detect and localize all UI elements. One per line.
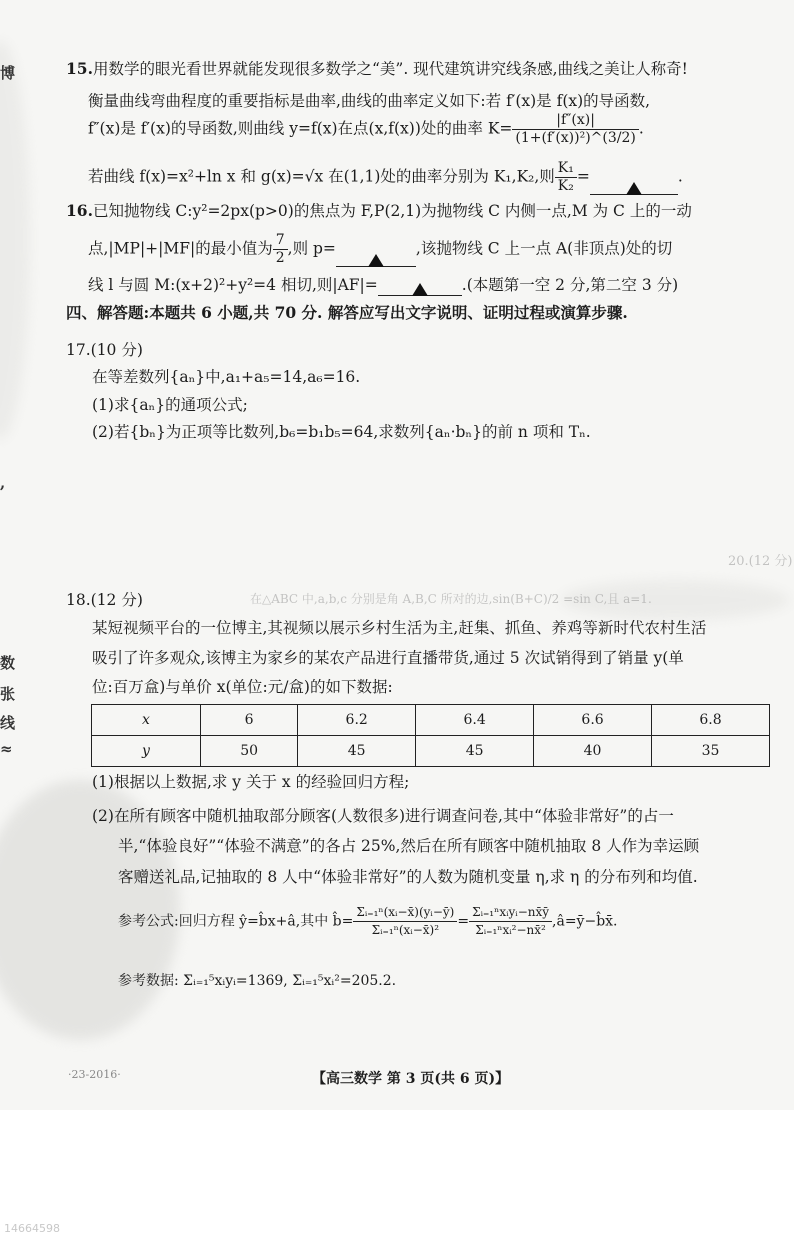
table-row bbox=[92, 736, 770, 767]
q15-line4-text: 若曲线 f(x)=x²+ln x 和 g(x)=√x 在(1,1)处的曲率分别为 K₁,K₂,则 bbox=[88, 167, 555, 186]
formula-equals: = bbox=[457, 913, 470, 930]
q18-part2-line2: 半,“体验良好”“体验不满意”的各占 25%,然后在所有顾客中随机抽取 8 人作为幸运顾 bbox=[118, 837, 700, 855]
q18-part2-line3: 客赠送礼品,记抽取的 8 人中“体验非常好”的人数为随机变量 η,求 η 的分布列和均值. bbox=[118, 868, 698, 886]
q18-part1: (1)根据以上数据,求 y 关于 x 的经验回归方程; bbox=[92, 773, 410, 791]
table-cell: 6.8 bbox=[652, 705, 770, 736]
section-heading: 四、解答题:本题共 6 小题,共 70 分. 解答应写出文字说明、证明过程或演算步骤. bbox=[66, 303, 628, 322]
intercept-formula: ,â=ȳ−b̂x̄. bbox=[552, 913, 618, 930]
reference-formula bbox=[118, 904, 618, 974]
q18-heading: 18.(12 分) bbox=[66, 591, 143, 609]
table-cell: 6.6 bbox=[534, 705, 652, 736]
q17-line1: 在等差数列{aₙ}中,a₁+a₅=14,a₆=16. bbox=[92, 368, 361, 386]
slope-fraction-1 bbox=[353, 904, 457, 939]
curvature-fraction bbox=[512, 112, 638, 147]
triangle-icon bbox=[626, 182, 642, 195]
table-cell: 45 bbox=[298, 736, 416, 767]
page-footer: 【高三数学 第 3 页(共 6 页)】 bbox=[312, 1071, 510, 1087]
q16-text: 已知抛物线 C:y²=2px(p>0)的焦点为 F,P(2,1)为抛物线 C 内侧一点,M 为 C 上的一动 bbox=[92, 202, 692, 220]
q16-score-note: .(本题第一空 2 分,第二空 3 分) bbox=[461, 276, 679, 294]
formula-text: 参考公式:回归方程 ŷ=b̂x+â,其中 b̂= bbox=[118, 913, 354, 930]
table-cell: 6 bbox=[201, 705, 298, 736]
min-value-fraction bbox=[273, 232, 288, 267]
q16-line3-text: 线 l 与圆 M:(x+2)²+y²=4 相切,则|AF|= bbox=[88, 276, 378, 294]
edge-char: , bbox=[0, 474, 6, 492]
curvature-numerator: |f″(x)| bbox=[512, 112, 638, 130]
q17-part1: (1)求{aₙ}的通项公式; bbox=[92, 396, 248, 414]
q18-line3: 位:百万盒)与单价 x(单位:元/盒)的如下数据: bbox=[92, 678, 393, 696]
table-cell: 50 bbox=[201, 736, 298, 767]
q17-part2: (2)若{bₙ}为正项等比数列,b₆=b₁b₅=64,求数列{aₙ·bₙ}的前 n 项和 Tₙ. bbox=[92, 423, 591, 441]
curvature-denominator: (1+(f′(x))²)^(3/2) bbox=[515, 130, 636, 146]
edge-char: 线 bbox=[0, 714, 16, 732]
q16-af-answer-blank[interactable] bbox=[378, 277, 462, 296]
slope-numerator-1: Σᵢ₌₁ⁿ(xᵢ−x̄)(yᵢ−ȳ) bbox=[353, 904, 457, 922]
q18-line2: 吸引了许多观众,该博主为家乡的某农产品进行直播带货,通过 5 次试销得到了销量 y(单 bbox=[92, 649, 684, 667]
q16-line3 bbox=[88, 274, 678, 296]
q16-line1 bbox=[66, 200, 692, 222]
bleed-through-text: 20.(12 分) bbox=[728, 554, 793, 569]
table-header-x: x bbox=[92, 705, 201, 736]
ratio-denominator: K₂ bbox=[557, 178, 574, 194]
q16-line2-tail: ,该抛物线 C 上一点 A(非顶点)处的切 bbox=[415, 239, 673, 258]
q15-line2: 衡量曲线弯曲程度的重要指标是曲率,曲线的曲率定义如下:若 f′(x)是 f(x)的导函数, bbox=[88, 92, 651, 110]
table-cell: 40 bbox=[534, 736, 652, 767]
slope-numerator-2: Σᵢ₌₁ⁿxᵢyᵢ−nx̄ȳ bbox=[469, 904, 552, 922]
q15-number: 15. bbox=[66, 59, 93, 78]
table-cell: 6.4 bbox=[416, 705, 534, 736]
page-code: ·23-2016· bbox=[68, 1068, 121, 1081]
reference-data: 参考数据: Σᵢ₌₁⁵xᵢyᵢ=1369, Σᵢ₌₁⁵xᵢ²=205.2. bbox=[118, 973, 397, 989]
min-value-denominator: 2 bbox=[275, 250, 285, 266]
q15-curvature-text: f″(x)是 f′(x)的导函数,则曲线 y=f(x)在点(x,f(x))处的曲率 K= bbox=[88, 119, 513, 138]
q16-p-label: ,则 p= bbox=[287, 239, 336, 258]
watermark-id: 14664598 bbox=[4, 1222, 60, 1235]
table-row bbox=[92, 705, 770, 736]
triangle-icon bbox=[412, 283, 428, 296]
table-cell: 45 bbox=[416, 736, 534, 767]
table-cell: 35 bbox=[652, 736, 770, 767]
bleed-through-text: 在△ABC 中,a,b,c 分别是角 A,B,C 所对的边,sin(B+C)/2 =sin C,且 a=1. bbox=[250, 592, 652, 606]
q15-line4 bbox=[88, 160, 683, 196]
edge-char: 张 bbox=[0, 685, 16, 703]
q15-line3-end: . bbox=[638, 119, 644, 138]
edge-char: 博 bbox=[0, 64, 16, 82]
q18-part2-line1: (2)在所有顾客中随机抽取部分顾客(人数很多)进行调查问卷,其中“体验非常好”的占一 bbox=[92, 807, 674, 825]
q18-line1: 某短视频平台的一位博主,其视频以展示乡村生活为主,赶集、抓鱼、养鸡等新时代农村生活 bbox=[92, 619, 707, 637]
edge-char: ≈ bbox=[0, 740, 13, 758]
min-value-numerator: 7 bbox=[273, 232, 288, 250]
q15-line1 bbox=[66, 58, 688, 80]
slope-denominator-2: Σᵢ₌₁ⁿxᵢ²−nx̄² bbox=[475, 923, 546, 937]
ratio-fraction bbox=[555, 160, 577, 195]
q15-text: 用数学的眼光看世界就能发现很多数学之“美”. 现代建筑讲究线条感,曲线之美让人称奇! bbox=[92, 60, 688, 78]
q15-answer-blank[interactable] bbox=[590, 176, 678, 195]
q16-number: 16. bbox=[66, 201, 93, 220]
table-cell: 6.2 bbox=[298, 705, 416, 736]
slope-fraction-2 bbox=[469, 904, 552, 939]
table-header-y: y bbox=[92, 736, 201, 767]
ratio-numerator: K₁ bbox=[555, 160, 577, 178]
q15-line4-end: . bbox=[677, 167, 683, 186]
q15-line3 bbox=[88, 112, 644, 152]
triangle-icon bbox=[368, 254, 384, 267]
q15-equals: = bbox=[576, 167, 590, 186]
q17-heading: 17.(10 分) bbox=[66, 341, 143, 359]
q16-line2 bbox=[88, 232, 672, 268]
slope-denominator-1: Σᵢ₌₁ⁿ(xᵢ−x̄)² bbox=[371, 923, 440, 937]
scan-smudge bbox=[0, 40, 30, 440]
edge-char: 数 bbox=[0, 654, 16, 672]
q16-p-answer-blank[interactable] bbox=[336, 248, 416, 267]
data-table bbox=[91, 704, 770, 767]
q16-line2-text: 点,|MP|+|MF|的最小值为 bbox=[88, 239, 273, 258]
